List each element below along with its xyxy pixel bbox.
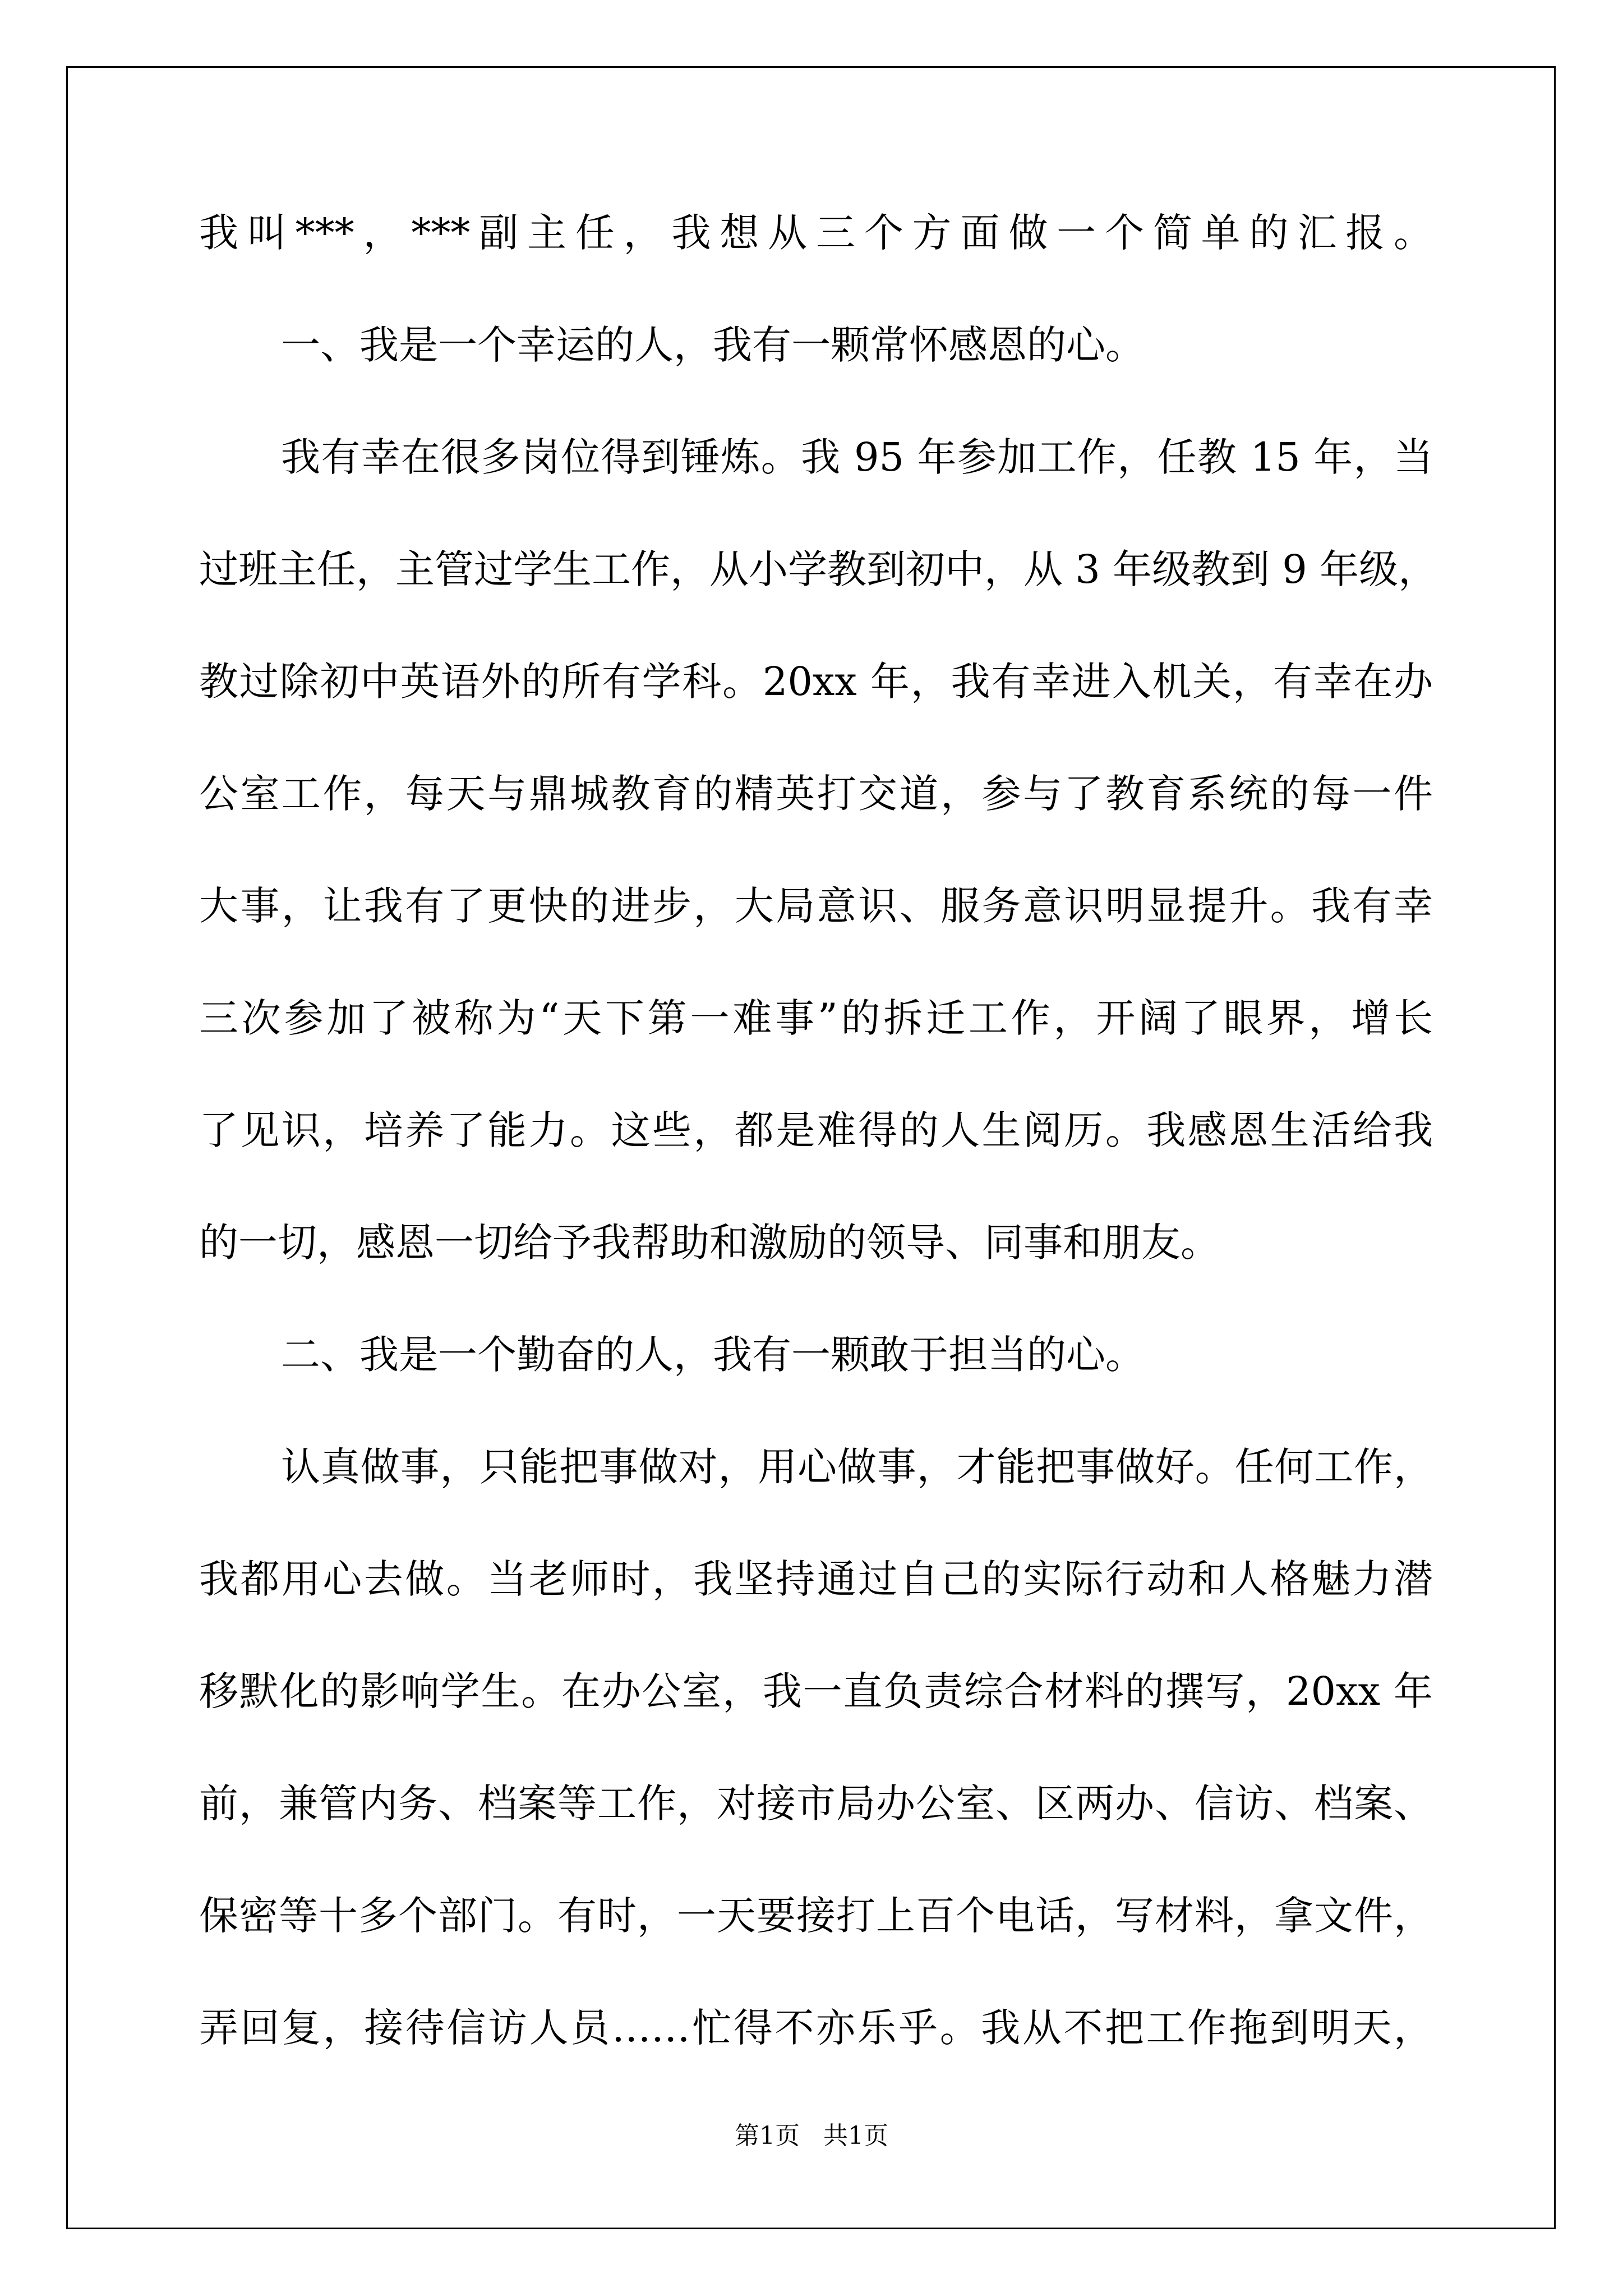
text-line: 弄回复，接待信访人员……忙得不亦乐乎。我从不把工作拖到明天，	[199, 2005, 1433, 2051]
text-line: 保密等十多个部门。有时，一天要接打上百个电话，写材料，拿文件，	[199, 1893, 1433, 1939]
text-line: 认真做事，只能把事做对，用心做事，才能把事做好。任何工作，	[281, 1444, 1433, 1490]
text-line: 大事，让我有了更快的进步，大局意识、服务意识明显提升。我有幸	[199, 883, 1433, 929]
text-line: 我叫***，***副主任，我想从三个方面做一个简单的汇报。	[199, 210, 1433, 256]
text-line: 移默化的影响学生。在办公室，我一直负责综合材料的撰写，20xx 年	[199, 1668, 1433, 1714]
text-line: 教过除初中英语外的所有学科。20xx 年，我有幸进入机关，有幸在办	[199, 659, 1433, 705]
page-number-footer: 第1页 共1页	[735, 2122, 888, 2150]
text-line: 过班主任，主管过学生工作，从小学教到初中，从 3 年级教到 9 年级，	[199, 546, 1438, 592]
section-heading: 二、我是一个勤奋的人，我有一颗敢于担当的心。	[281, 1332, 1145, 1378]
text-line: 我有幸在很多岗位得到锤炼。我 95 年参加工作，任教 15 年，当	[281, 434, 1433, 480]
text-line: 公室工作，每天与鼎城教育的精英打交道，参与了教育系统的每一件	[199, 771, 1433, 817]
text-line: 我都用心去做。当老师时，我坚持通过自己的实际行动和人格魅力潜	[199, 1556, 1433, 1602]
text-line: 三次参加了被称为“天下第一难事”的拆迁工作，开阔了眼界，增长	[199, 995, 1433, 1041]
text-line: 的一切，感恩一切给予我帮助和激励的领导、同事和朋友。	[199, 1220, 1220, 1266]
text-line: 前，兼管内务、档案等工作，对接市局办公室、区两办、信访、档案、	[199, 1780, 1433, 1826]
text-line: 了见识，培养了能力。这些，都是难得的人生阅历。我感恩生活给我	[199, 1107, 1433, 1153]
section-heading: 一、我是一个幸运的人，我有一颗常怀感恩的心。	[281, 322, 1145, 368]
